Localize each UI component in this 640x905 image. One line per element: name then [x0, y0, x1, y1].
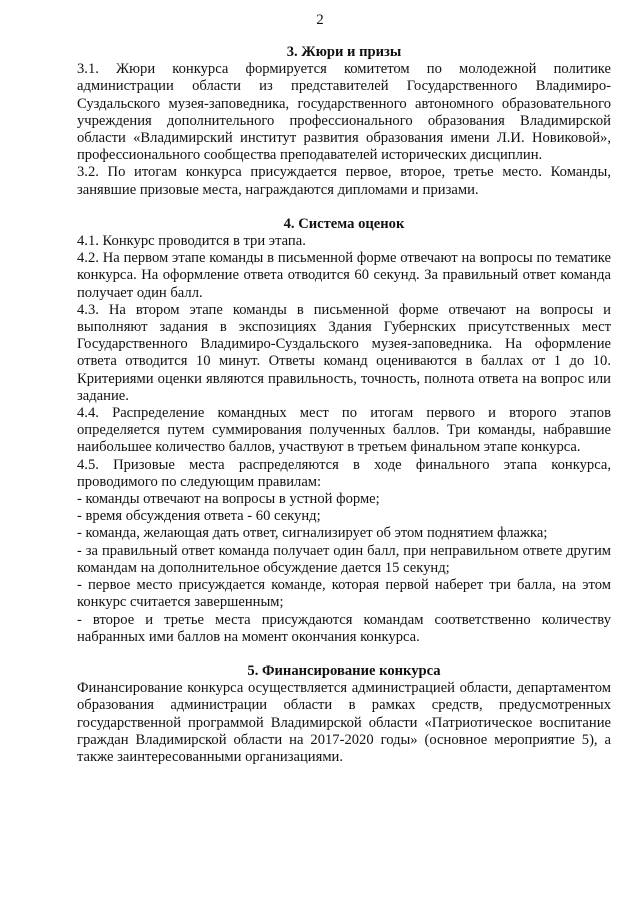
- rule-item: - время обсуждения ответа - 60 секунд;: [77, 508, 321, 525]
- section-5-title: 5. Финансирование конкурса: [247, 662, 441, 679]
- rule-item: - за правильный ответ команда получает один балл, при неправильном ответе другим командам на дополнительное обсуждение дается 15 секунд;: [77, 542, 611, 576]
- paragraph-3-2: 3.2. По итогам конкурса присуждается первое, второе, третье место. Команды, занявшие призовые места, награждаются дипломами и призами.: [77, 164, 611, 198]
- paragraph-4-2: 4.2. На первом этапе команды в письменной форме отвечают на вопросы по тематике конкурса. На оформление ответа отводится 60 секунд. За правильный ответ команда получает один балл.: [77, 250, 611, 301]
- page-number: 2: [316, 12, 324, 28]
- document-body: [77, 44, 611, 766]
- paragraph-5-1: Финансирование конкурса осуществляется администрацией области, департаментом образования администрации области в рамках средств, предусмотренных государственной программой Владимирской области «Патриотическое воспитание граждан Владимирской области на 2017-2020 годы» (основное мероприятие 5), а также заинтересованными организациями.: [77, 680, 611, 765]
- section-spacer: [77, 199, 611, 216]
- section-spacer: [77, 646, 611, 663]
- paragraph-4-1: 4.1. Конкурс проводится в три этапа.: [77, 233, 306, 250]
- rule-item: - команда, желающая дать ответ, сигнализирует об этом поднятием флажка;: [77, 525, 548, 542]
- paragraph-4-4: 4.4. Распределение командных мест по итогам первого и второго этапов определяется путем суммирования полученных баллов. Три команды, набравшие наибольшее количество баллов, участвуют в третьем финальном этапе конкурса.: [77, 405, 611, 456]
- paragraph-4-3: 4.3. На втором этапе команды в письменной форме отвечают на вопросы и выполняют задания в экспозициях Здания Губернских присутственных мест Государственного Владимиро-Суздальского музея-заповедника. На оформление ответа отводится 10 минут. Ответы команд оцениваются в баллах от 1 до 10. Критериями оценки являются правильность, точность, полнота ответа на вопрос или задание.: [77, 301, 611, 404]
- section-3-title: 3. Жюри и призы: [286, 44, 402, 60]
- paragraph-4-5: 4.5. Призовые места распределяются в ходе финального этапа конкурса, проводимого по следующим правилам:: [77, 456, 611, 490]
- rule-item: - второе и третье места присуждаются командам соответственно количеству набранных ими баллов на момент окончания конкурса.: [77, 611, 611, 645]
- rule-item: - команды отвечают на вопросы в устной форме;: [77, 491, 380, 508]
- rule-item: - первое место присуждается команде, которая первой наберет три балла, на этом конкурс считается завершенным;: [77, 577, 611, 611]
- section-4-title: 4. Система оценок: [283, 215, 405, 232]
- paragraph-3-1: 3.1. Жюри конкурса формируется комитетом по молодежной политике администрации области из представителей Государственного Владимиро-Суздальского музея-заповедника, государственного автономного образовательного учреждения дополнительного профессионального образования Владимирской области «Владимирский институт развития образования имени Л.И. Новиковой», профессионального сообщества преподавателей исторических дисциплин.: [77, 61, 611, 164]
